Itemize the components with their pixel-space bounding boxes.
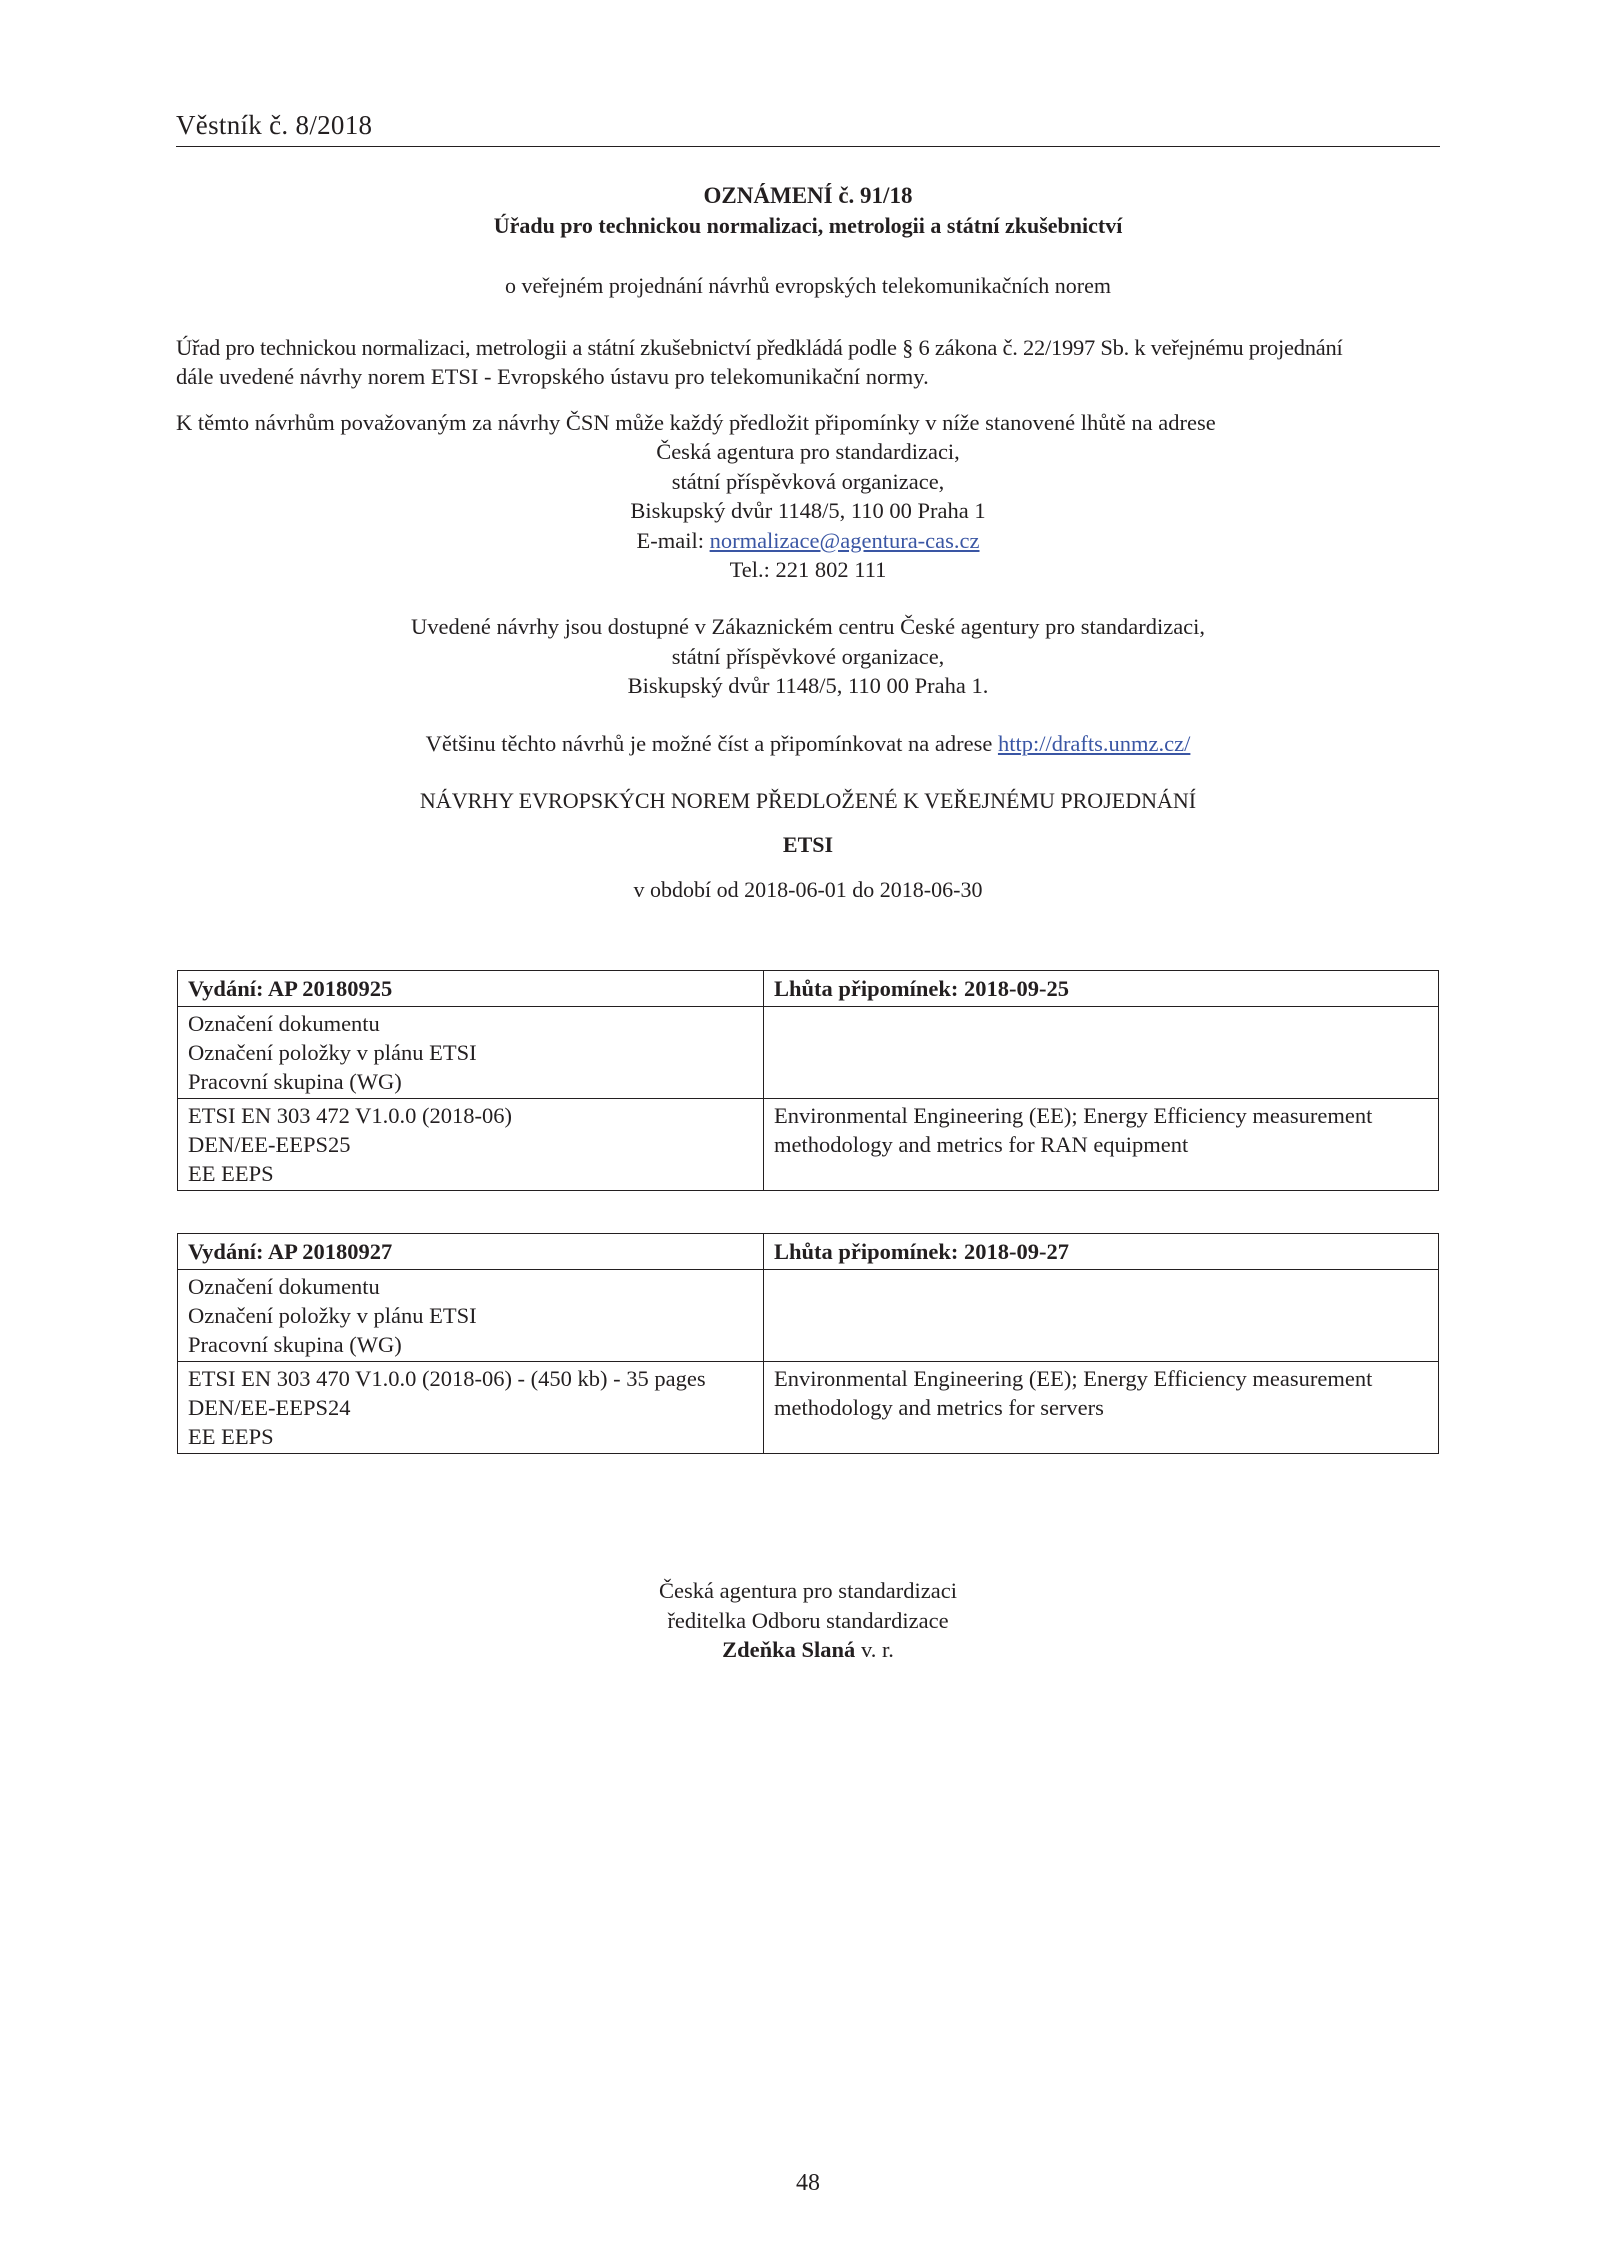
section-org: ETSI <box>782 832 834 857</box>
email-link[interactable]: normalizace@agentura-cas.cz <box>709 527 980 553</box>
signature-suffix: v. r. <box>855 1637 894 1662</box>
signature-block <box>176 1576 1440 1665</box>
legend-wg-label: Pracovní skupina (WG) <box>188 1332 402 1357</box>
comments-address <box>176 437 1440 585</box>
working-group: EE EEPS <box>188 1424 274 1449</box>
document-designation: ETSI EN 303 472 V1.0.0 (2018-06) <box>188 1103 512 1128</box>
online-text: Většinu těchto návrhů je možné číst a připomínkovat na adrese <box>425 731 998 756</box>
table-header-row <box>178 1234 1439 1270</box>
signature-role: ředitelka Odboru standardizace <box>667 1607 949 1633</box>
notice-number: OZNÁMENÍ č. 91/18 <box>703 183 913 208</box>
edition-cell: Vydání: AP 20180925 <box>178 971 764 1007</box>
standards-table-1 <box>177 970 1439 1191</box>
table-row <box>178 1099 1439 1191</box>
table-row <box>178 1362 1439 1454</box>
section-title: NÁVRHY EVROPSKÝCH NOREM PŘEDLOŽENÉ K VEŘEJNÉMU PROJEDNÁNÍ <box>419 788 1197 813</box>
deadline-cell: Lhůta připomínek: 2018-09-25 <box>764 971 1439 1007</box>
availability-address <box>176 612 1440 701</box>
edition-cell: Vydání: AP 20180927 <box>178 1234 764 1270</box>
table-legend-row <box>178 1270 1439 1362</box>
document-title-cell <box>764 1362 1439 1454</box>
document-id-cell <box>178 1362 764 1454</box>
table-legend-row <box>178 1007 1439 1099</box>
legend-cell <box>178 1007 764 1099</box>
notice-subject: o veřejném projednání návrhů evropských telekomunikačních norem <box>504 273 1112 298</box>
phone-line: Tel.: 221 802 111 <box>729 557 887 582</box>
legend-wg-label: Pracovní skupina (WG) <box>188 1069 402 1094</box>
running-header <box>176 110 1440 141</box>
signature-org: Česká agentura pro standardizaci <box>659 1578 957 1603</box>
drafts-link[interactable]: http://drafts.unmz.cz/ <box>997 731 1191 756</box>
intro-line-1: Úřad pro technickou normalizaci, metrologii a státní zkušebnictví předkládá podle § 6 zákona č. 22/1997 Sb. k veřejnému projednání <box>176 335 1343 360</box>
comments-paragraph: K těmto návrhům považovaným za návrhy ČSN může každý předložit připomínky v níže stanovené lhůtě na adrese <box>176 410 1216 435</box>
title-line-1: Environmental Engineering (EE); Energy Efficiency measurement <box>774 1366 1373 1391</box>
email-line <box>176 526 1440 556</box>
availability-line-3: Biskupský dvůr 1148/5, 110 00 Praha 1. <box>627 673 989 698</box>
page-number: 48 <box>796 2170 820 2196</box>
header-rule <box>176 146 1440 147</box>
availability-line-1: Uvedené návrhy jsou dostupné v Zákaznickém centru České agentury pro standardizaci, <box>410 614 1206 639</box>
legend-doc-label: Označení dokumentu <box>188 1274 380 1299</box>
online-drafts-line <box>176 729 1440 759</box>
legend-cell <box>178 1270 764 1362</box>
intro-line-2: dále uvedené návrhy norem ETSI - Evropského ústavu pro telekomunikační normy. <box>176 364 929 389</box>
legend-empty-cell <box>764 1007 1439 1099</box>
deadline-cell: Lhůta připomínek: 2018-09-27 <box>764 1234 1439 1270</box>
legend-doc-label: Označení dokumentu <box>188 1011 380 1036</box>
document-designation: ETSI EN 303 470 V1.0.0 (2018-06) - (450 kb) - 35 pages <box>188 1366 706 1391</box>
intro-paragraph <box>176 333 1440 391</box>
document-title-cell <box>764 1099 1439 1191</box>
address-line-1: Česká agentura pro standardizaci, <box>656 439 960 464</box>
title-line-2: methodology and metrics for servers <box>774 1395 1104 1420</box>
signature-name-line <box>176 1635 1440 1665</box>
legend-empty-cell <box>764 1270 1439 1362</box>
document-id-cell <box>178 1099 764 1191</box>
legend-plan-label: Označení položky v plánu ETSI <box>188 1040 477 1065</box>
notice-issuer: Úřadu pro technickou normalizaci, metrologii a státní zkušebnictví <box>493 213 1123 238</box>
working-group: EE EEPS <box>188 1161 274 1186</box>
legend-plan-label: Označení položky v plánu ETSI <box>188 1303 477 1328</box>
title-line-2: methodology and metrics for RAN equipment <box>774 1132 1189 1157</box>
address-line-2: státní příspěvková organizace, <box>671 468 945 494</box>
address-line-3: Biskupský dvůr 1148/5, 110 00 Praha 1 <box>630 498 986 523</box>
plan-item: DEN/EE-EEPS24 <box>188 1395 351 1420</box>
signatory-name: Zdeňka Slaná <box>722 1637 856 1662</box>
section-period: v období od 2018-06-01 do 2018-06-30 <box>633 877 983 902</box>
table-header-row <box>178 971 1439 1007</box>
standards-table-2 <box>177 1233 1439 1454</box>
journal-title: Věstník č. 8/2018 <box>176 110 373 140</box>
email-label: E-mail: <box>636 527 710 553</box>
plan-item: DEN/EE-EEPS25 <box>188 1132 351 1157</box>
availability-line-2: státní příspěvkové organizace, <box>671 643 945 669</box>
title-line-1: Environmental Engineering (EE); Energy Efficiency measurement <box>774 1103 1373 1128</box>
